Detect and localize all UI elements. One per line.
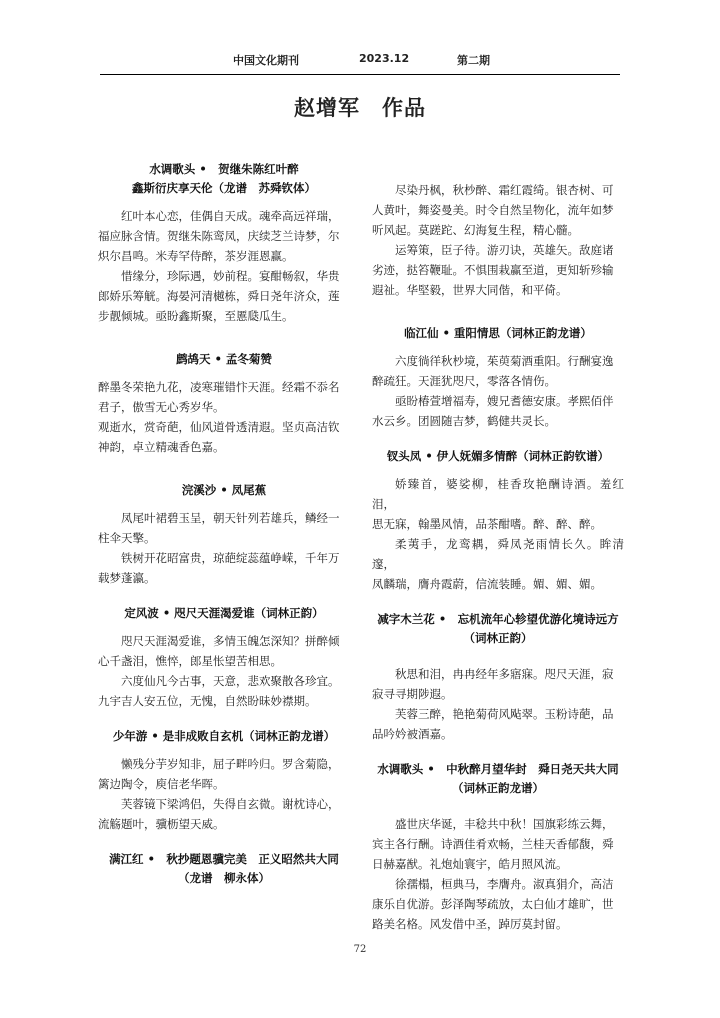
poem-line: 人黄叶，舞姿曼美。时令自然呈物化，流年如梦: [372, 203, 614, 217]
poem-line: 柔荑手，龙鸾耦，舜凤尧雨情长久。眸清邃，: [372, 537, 624, 571]
poem-title: 钗头凤 • 伊人妩媚多情醉（词林正韵钦谱）: [386, 449, 610, 463]
poem-subtitle: （词林正韵）: [463, 631, 533, 645]
poem-line: 郎娇乐筹觥。海晏河清樾栋，舜日尧年济众，莲: [98, 289, 340, 303]
poem-line: 君子，傲雪无心秀岁华。: [98, 400, 225, 414]
poem-title: 少年游 • 是非成败自玄机（词林正韵龙谱）: [112, 729, 336, 743]
left-column: [98, 160, 350, 888]
poem-line: 凤尾叶裙碧玉呈，朝天针列若雄兵，鳞经一: [121, 511, 340, 525]
poem-line: 步靓倾城。亟盼鑫斯聚，至慝瓞瓜生。: [98, 309, 294, 323]
poem-line: 载梦蓬瀛。: [98, 571, 156, 585]
poem-line: 凤麟瑞，膺舟霞蔚，信流装睡。媚、媚、媚。: [372, 577, 602, 591]
poem-title: 水调歌头 • 贺继朱陈红叶醉: [149, 162, 299, 176]
poem-line: 六度徜徉秋杪境，茱萸菊酒重阳。行酬宴逸: [395, 354, 614, 368]
poem-line: 劣迹，挞笞鞭耻。不惧围栽赢至道，更知斩殄输: [372, 263, 614, 277]
poem-line: 神韵，卓立精魂香色嘉。: [98, 440, 225, 454]
running-header: [0, 52, 720, 70]
poem-line: 运筹策，臣子待。游刃诀，英雄矢。敌庭诸: [395, 243, 614, 257]
poem-line: 懒残分芋岁知非，屈子畔吟归。罗含菊隐，: [121, 757, 340, 771]
poem-line: 盛世庆华诞，丰稔共中秋！国旗彩练云舞，: [395, 817, 614, 831]
poem-line: 寂寻寻期陟遐。: [372, 687, 453, 701]
poem-title: 水调歌头 • 中秋醉月望华封 舜日尧天共大同: [377, 762, 619, 776]
poem-line: 铁树开花昭富贵，琼葩绽蕊蕴峥嵘，千年万: [121, 551, 340, 565]
poem-subtitle: （龙谱 柳永体）: [178, 871, 270, 885]
poem-line: 宾主各行酬。诗酒佳肴欢畅，兰桂天香郁馥，舜: [372, 837, 614, 851]
journal-name: 中国文化期刊: [233, 54, 299, 67]
right-column: [372, 160, 624, 934]
poem-subtitle: 鑫斯衍庆享天伦（龙谱 苏舜钦体）: [132, 181, 316, 195]
poem-line: 徐孺榻，桓典马，李膺舟。淑真狷介，高洁: [395, 877, 614, 891]
poem-line: 思无寐，翰墨风情，品茶酣嗜。醉、醉、醉。: [372, 517, 602, 531]
poem-line: 遐祉。华堅毅，世界大同偕，和平倚。: [372, 283, 568, 297]
poem-line: 水云乡。团圆随吉梦，鹤健共灵长。: [372, 414, 556, 428]
header-rule: [100, 74, 620, 75]
poem-line: 福应脉含情。贺继朱陈鸾凤，庆续芝兰诗梦，尔: [98, 229, 340, 243]
poem-line: 九宇吉人安五位，无愧，自然盼昧妙襟期。: [98, 694, 317, 708]
poem-line: 听风起。莫蹉跎、幻海复生程，精心髓。: [372, 223, 579, 237]
poem-title: 临江仙 • 重阳情思（词林正韵龙谱）: [404, 326, 592, 340]
poem-line: 篱边陶令，庾信老华晖。: [98, 777, 225, 791]
poem-line: 炽尔昌鸣。米寿罕侍醉，茶岁涯恩赢。: [98, 249, 294, 263]
poem-line: 芙蓉镜下梁鸿侣，失得自玄微。谢枕诗心，: [121, 797, 340, 811]
poem-line: 品吟妗被酒嘉。: [372, 727, 453, 741]
poem-line: 柱伞天擎。: [98, 531, 156, 545]
issue-date: 2023.12: [359, 52, 410, 65]
poem-line: 芙蓉三醉，艳艳菊荷风飐翠。玉粉诗葩，品: [395, 707, 614, 721]
poem-line: 咫尺天涯渴爱谁，多情玉魄怎深知？拼醉倾: [121, 634, 340, 648]
poem-line: 路美名格。风发借中圣，踔厉莫封留。: [372, 917, 568, 931]
poem-subtitle: （词林正韵龙谱）: [452, 781, 544, 795]
poem-line: 日赫嘉猷。礼炮灿寰宇，皓月照风流。: [372, 857, 568, 871]
poem-line: 流觞题叶，骥枥望天威。: [98, 817, 225, 831]
poem-line: 惜缘分，珍际遇，妙前程。宴酣畅叙，华贵: [121, 269, 340, 283]
poem-title: 鹧鸪天 • 孟冬菊赞: [176, 352, 272, 366]
poem-line: 心千盏泪，憔悴，郎星怅望苦相思。: [98, 654, 282, 668]
poem-line: 观逝水，赏奇葩，仙风道骨透清遐。坚贞高洁钦: [98, 420, 340, 434]
poem-line: 秋思和泪，冉冉经年多寤寐。咫尺天涯，寂: [395, 667, 614, 681]
poem-title: 定风波 • 咫尺天涯渴爱谁（词林正韵）: [124, 606, 324, 620]
poem-line: 尽染丹枫，秋杪醉、霜红霞绮。银杏树、可: [395, 183, 614, 197]
poem-line: 娇臻首，婆娑柳，桂香玫艳酬诗酒。羞红泪，: [372, 477, 624, 511]
poem-line: 六度仙凡今古事，天意，悲欢聚散各珍宜。: [121, 674, 340, 688]
poem-line: 醉墨冬荣艳九花，凌寒璀错忭天涯。经霜不忝名: [98, 380, 340, 394]
issue-number: 第二期: [457, 54, 490, 67]
page-number: 72: [353, 944, 367, 955]
poem-line: 亟盼椿萱增福寿，嫂兄耆德安康。孝熙佰伴: [395, 394, 614, 408]
poem-title: 满江红 • 秋抄题恩骥完美 正义昭然共大同: [109, 852, 339, 866]
page-title: 赵增军 作品: [294, 96, 426, 120]
poem-line: 醉疏狂。天涯犹咫尺，零落各情伤。: [372, 374, 556, 388]
poem-line: 康乐自优游。彭泽陶琴疏放，太白仙才雄旷，世: [372, 897, 614, 911]
poem-title: 浣溪沙 • 凤尾蕉: [181, 483, 267, 497]
poem-title: 减字木兰花 • 忘机流年心轸望优游化境诗远方: [377, 612, 619, 626]
poem-line: 红叶本心恋，佳偶自天成。魂牵高远祥瑞，: [121, 209, 340, 223]
